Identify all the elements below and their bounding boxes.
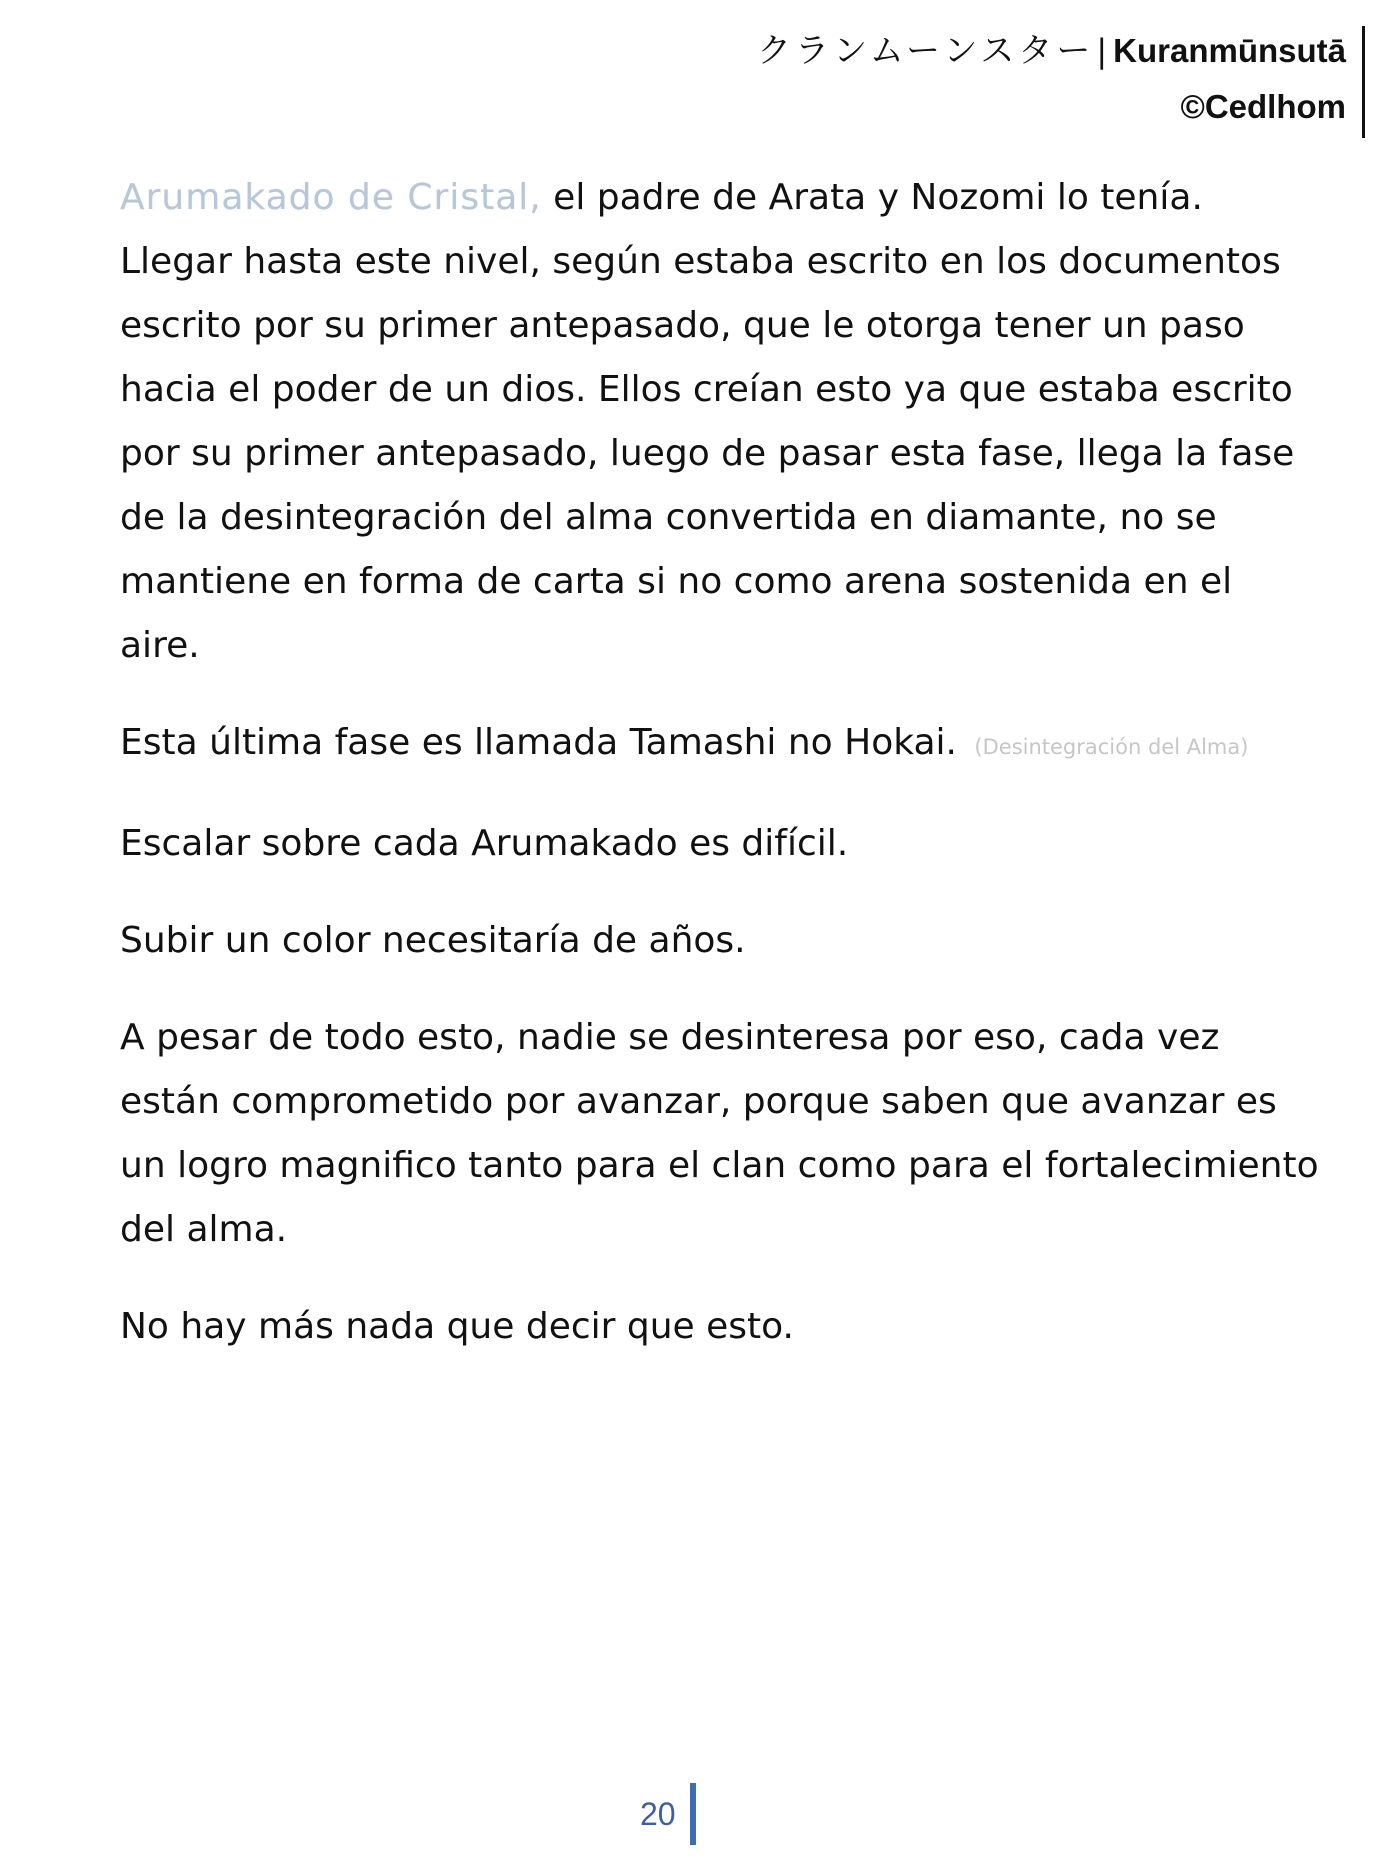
paragraph-6: No hay más nada que decir que esto.	[120, 1306, 794, 1347]
author-credit: ©Cedlhom	[1180, 88, 1346, 125]
paragraph-3: Escalar sobre cada Arumakado es difícil.	[120, 823, 849, 864]
header-separator: |	[1096, 32, 1108, 70]
paragraph-1-text: el padre de Arata y Nozomi lo tenía. Llegar hasta este nivel, según estaba escrito en los documentos escrito por su primer antepasado, que le otorga tener un paso hacia el poder de un dios. Ellos creían esto ya que estaba escrito por su primer antepasado, luego de pasar esta fase, llega la fase de la desintegración del alma convertida en diamante, no se mantiene en forma de carta si no como arena sostenida en el aire.	[120, 177, 1295, 666]
page-number: 20	[640, 1795, 676, 1832]
highlighted-term: Arumakado de Cristal,	[120, 177, 542, 218]
paragraph-1	[120, 166, 1320, 678]
page-header	[757, 26, 1365, 138]
header-title-line	[757, 26, 1346, 82]
paragraph-2-text: Esta última fase es llamada Tamashi no Hokai.	[120, 722, 957, 763]
paragraph-2	[120, 711, 1320, 779]
page-body	[120, 166, 1320, 1392]
translation-note: (Desintegración del Alma)	[974, 735, 1249, 759]
romanized-title: Kuranmūnsutā	[1113, 32, 1346, 69]
header-author-line	[757, 82, 1346, 138]
paragraph-5: A pesar de todo esto, nadie se desinteresa por eso, cada vez están comprometido por avanzar, porque saben que avanzar es un logro magnifico tanto para el clan como para el fortalecimiento del alma.	[120, 1017, 1319, 1250]
paragraph-4: Subir un color necesitaría de años.	[120, 920, 746, 961]
japanese-title: クランムーンスター	[757, 31, 1095, 71]
page-number-bar	[690, 1783, 696, 1845]
page-footer	[640, 1782, 696, 1846]
